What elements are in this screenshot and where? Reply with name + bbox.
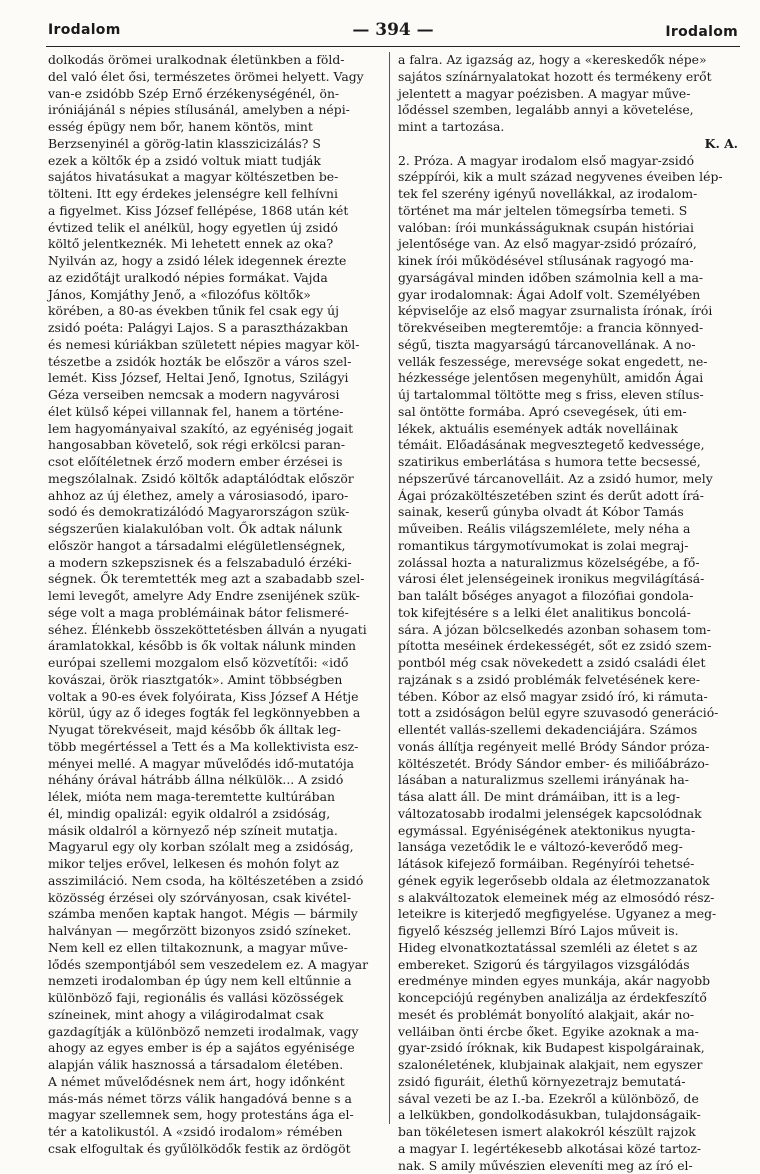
text-line: tok kifejtésére s a lelki élet analitikus boncolá- bbox=[398, 605, 738, 622]
text-line: nemzeti irodalomban ép úgy nem kell eltűnnie a bbox=[48, 973, 382, 990]
text-line: városi élet jelenségeinek ironikus megvilágításá- bbox=[398, 571, 738, 588]
text-line: különböző faji, regionális és vallási közösségek bbox=[48, 990, 382, 1007]
text-line: népszerűvé tárcanovelláit. Az a zsidó humor, mely bbox=[398, 471, 738, 488]
text-line: sára. A józan bölcselkedés azonban sohasem tom- bbox=[398, 622, 738, 639]
text-line: 2. Próza. A magyar irodalom első magyar-zsidó bbox=[398, 153, 738, 170]
text-line: szatirikus emberlátása s humora tette becsessé, bbox=[398, 454, 738, 471]
text-line: történet ma már jeltelen tömegsírba temeti. S bbox=[398, 203, 738, 220]
text-line: tek fel szerény igényű novellákkal, az irodalom- bbox=[398, 186, 738, 203]
text-line: ban talált bőséges anyagot a filozófiai gondola- bbox=[398, 588, 738, 605]
text-line: ezek a költők ép a zsidó voltuk miatt tudják bbox=[48, 153, 382, 170]
text-line: jelentősége van. Az első magyar-zsidó prózaíró, bbox=[398, 236, 738, 253]
text-line: Nem kell ez ellen tiltakoznunk, a magyar műve- bbox=[48, 940, 382, 957]
text-line: ségű, tiszta magyarságú tárcanovellának. A no- bbox=[398, 337, 738, 354]
text-line: iróniájánál s népies stílusánál, amelyben a népi- bbox=[48, 102, 382, 119]
text-line: zsidó figuráit, élethű környezetrajz bemutatá- bbox=[398, 1074, 738, 1091]
text-line: gyarságával minden időben számolnia kell a ma- bbox=[398, 270, 738, 287]
text-line: Berzsenyinél a görög-latin klasszicizálás? S bbox=[48, 136, 382, 153]
text-line: hangosabban követelő, sok régi erkölcsi paran- bbox=[48, 437, 382, 454]
text-line: széppírói, kik a mult század negyvenes éveiben lép- bbox=[398, 169, 738, 186]
text-line: Magyarul egy oly korban szólalt meg a zsidóság, bbox=[48, 839, 382, 856]
text-line: és nemesi kúriákban született népies magyar köl- bbox=[48, 337, 382, 354]
text-line: sége volt a maga problémáinak bátor felismeré- bbox=[48, 605, 382, 622]
text-line: mint a tartozása. bbox=[398, 119, 738, 136]
text-line: eredménye minden egyes munkája, akár nagyobb bbox=[398, 973, 738, 990]
text-line: néhány órával hátrább állna nélkülök... A zsidó bbox=[48, 772, 382, 789]
text-line: ahhoz az új élethez, amely a városiasodó, iparo- bbox=[48, 488, 382, 505]
running-header bbox=[46, 20, 740, 47]
text-line: Géza verseiben nemcsak a modern nagyvárosi bbox=[48, 387, 382, 404]
text-line: lemét. Kiss József, Heltai Jenő, Ignotus, Szilágyi bbox=[48, 370, 382, 387]
text-line: dolkodás örömei uralkodnak életünkben a föld- bbox=[48, 52, 382, 69]
text-line: a modern szkepszisnek és a felszabaduló érzéki- bbox=[48, 555, 382, 572]
text-line: tása alatt áll. De mint drámáiban, itt is a leg- bbox=[398, 789, 738, 806]
text-line: sainak, keserű gúnyba olvadt át Kóbor Tamás bbox=[398, 504, 738, 521]
text-line: zsidó poéta: Palágyi Lajos. S a parasztházakban bbox=[48, 320, 382, 337]
text-line: del való élet ősi, természetes örömei helyett. Vagy bbox=[48, 69, 382, 86]
text-line: a magyar I. legértékesebb alkotásai közé tartoz- bbox=[398, 1141, 738, 1158]
text-line: egymással. Egyéniségének atektonikus nyugta- bbox=[398, 823, 738, 840]
text-line: rajzának s a zsidó problémák felvetésének kere- bbox=[398, 672, 738, 689]
text-line: mesét és problémát bonyolító alakjait, akár no- bbox=[398, 1007, 738, 1024]
text-line: látások kifejező formáiban. Regényírói tehetsé- bbox=[398, 856, 738, 873]
text-line: csak elfogultak és gyűlölködők festik az ördögöt bbox=[48, 1141, 382, 1158]
text-line: vellák feszessége, merevsége sokat engedett, ne- bbox=[398, 354, 738, 371]
text-line: Hideg elvonatkoztatással szemléli az életet s az bbox=[398, 940, 738, 957]
text-line: Ágai prózaköltészetében szint és derűt adott írá- bbox=[398, 488, 738, 505]
text-line: szalonéletének, klubjainak alakjait, nem egyszer bbox=[398, 1057, 738, 1074]
text-line: megszólalnak. Zsidó költők adaptálódtak először bbox=[48, 471, 382, 488]
text-line: új tartalommal töltötte meg s friss, eleven stílus- bbox=[398, 387, 738, 404]
text-line: a figyelmet. Kiss József fellépése, 1868 után két bbox=[48, 203, 382, 220]
text-line: gazdagítják a különböző nemzeti irodalmak, vagy bbox=[48, 1024, 382, 1041]
text-line: mikor teljes erővel, lelkesen és mohón folyt az bbox=[48, 856, 382, 873]
text-line: kovászai, örök riasztgatók». Amint többségben bbox=[48, 672, 382, 689]
text-line: tölteni. Itt egy érdekes jelenségre kell felhívni bbox=[48, 186, 382, 203]
text-line: séhez. Élénkebb összeköttetésben állván a nyugati bbox=[48, 622, 382, 639]
text-line: több megértéssel a Tett és a Ma kollektivista esz- bbox=[48, 739, 382, 756]
text-line: képviselője az első magyar zsurnalista írónak, írói bbox=[398, 303, 738, 320]
text-line: lásában a naturalizmus szellemi irányának ha- bbox=[398, 772, 738, 789]
text-line: Nyilván az, hogy a zsidó lélek idegennek érezte bbox=[48, 253, 382, 270]
text-line: költő jelentkeznék. Mi lehetett ennek az oka? bbox=[48, 236, 382, 253]
text-line: ellentét vallás-szellemi dekadenciájára. Számos bbox=[398, 722, 738, 739]
text-line: körül, úgy az ő ideges fogták fel legkönnyebben a bbox=[48, 705, 382, 722]
text-line: törekvéseiben megteremtője: a francia könnyed- bbox=[398, 320, 738, 337]
text-line: csot előítéletnek érző modern ember érzései is bbox=[48, 454, 382, 471]
text-line: lődéssel szemben, legalább annyi a követelése, bbox=[398, 102, 738, 119]
text-line: sodó és demokratizálódó Magyarországon szük- bbox=[48, 504, 382, 521]
text-line: zolással hozta a naturalizmus közelségébe, a fő- bbox=[398, 555, 738, 572]
text-line: A német művelődésnek nem árt, hogy időnként bbox=[48, 1074, 382, 1091]
text-line: nak. S amily művészien eleveníti meg az író el- bbox=[398, 1158, 738, 1174]
text-line: gyar-zsidó íróknak, kik Budapest kispolgárainak, bbox=[398, 1040, 738, 1057]
text-line: magyar szellemnek sem, hogy protestáns ága el- bbox=[48, 1107, 382, 1124]
text-line: tér a katolikustól. A «zsidó irodalom» rémében bbox=[48, 1124, 382, 1141]
text-line: lődés szempontjából sem veszedelem ez. A magyar bbox=[48, 957, 382, 974]
text-line: lem hagyományaival szakító, az egyéniség jogait bbox=[48, 421, 382, 438]
text-line: gének egyik legerősebb oldala az életmozzanatok bbox=[398, 873, 738, 890]
text-line: körében, a 80-as években tűnik fel csak egy új bbox=[48, 303, 382, 320]
header-section-title-right: Irodalom bbox=[665, 24, 738, 40]
text-line: embereket. Szigorú és tárgyilagos vizsgálódás bbox=[398, 957, 738, 974]
text-line: tott a zsidóságon belül egyre szuvasodó generáció- bbox=[398, 705, 738, 722]
text-line: a falra. Az igazság az, hogy a «kereskedők népe» bbox=[398, 52, 738, 69]
text-line: tészetbe a zsidók hozták be először a város szel- bbox=[48, 354, 382, 371]
text-line: János, Komjáthy Jenő, a «filozófus költők» bbox=[48, 287, 382, 304]
text-line: változatosabb irodalmi jelenségek kapcsolódnak bbox=[398, 806, 738, 823]
text-line: lélek, mióta nem maga-teremtette kultúrában bbox=[48, 789, 382, 806]
text-line: valóban: írói munkásságuknak csupán históriai bbox=[398, 220, 738, 237]
text-line: számba menően kaptak hangot. Mégis — bármily bbox=[48, 906, 382, 923]
text-line: az ezidőtájt uralkodó népies formákat. Vajda bbox=[48, 270, 382, 287]
column-divider bbox=[389, 52, 390, 1124]
text-line: pontból még csak növekedett a zsidó családi élet bbox=[398, 655, 738, 672]
text-line: romantikus tárgymotívumokat is zolai megraj- bbox=[398, 538, 738, 555]
text-line: s alakváltozatok elemeinek még az elmosódó rész- bbox=[398, 890, 738, 907]
text-line: hézkessége jelentősen megenyhült, amidőn Ágai bbox=[398, 370, 738, 387]
text-line: lansága vezetődik le e változó-keverődő meg- bbox=[398, 839, 738, 856]
left-text-column bbox=[48, 52, 382, 1124]
text-line: lékek, aktuális események adták novelláinak bbox=[398, 421, 738, 438]
text-line: a lelkükben, gondolkodásukban, tulajdonságaik- bbox=[398, 1107, 738, 1124]
text-line: áramlatokkal, később is ők voltak nálunk minden bbox=[48, 638, 382, 655]
text-line: van-e zsidóbb Szép Ernő érzékenységénél, ön- bbox=[48, 86, 382, 103]
text-line: sával vezeti be az I.-ba. Ezekről a különböző, de bbox=[398, 1091, 738, 1108]
text-line: ményei mellé. A magyar művelődés idő-mutatója bbox=[48, 756, 382, 773]
text-line: ségnek. Ők teremtették meg azt a szabadabb szel- bbox=[48, 571, 382, 588]
text-line: sajátos színárnyalatokat hozott és termékeny erőt bbox=[398, 69, 738, 86]
text-line: ségszerűen kialakulóban volt. Ők adtak nálunk bbox=[48, 521, 382, 538]
text-line: asszimiláció. Nem csoda, ha költészetében a zsidó bbox=[48, 873, 382, 890]
page-number: — 394 — bbox=[46, 20, 740, 40]
text-line: sal öntötte formába. Apró csevegések, úti em- bbox=[398, 404, 738, 421]
text-line: sajátos hivatásukat a magyar költészetben be- bbox=[48, 169, 382, 186]
text-line: más-más német törzs válik hangadóvá benne s a bbox=[48, 1091, 382, 1108]
text-line: európai szellemi mozgalom első közvetítői: «idő bbox=[48, 655, 382, 672]
text-line: színeinek, mint ahogy a világirodalmat csak bbox=[48, 1007, 382, 1024]
text-line: műveiben. Reális világszemlélete, mely néha a bbox=[398, 521, 738, 538]
text-line: ban tökéletesen ismert alakokról készült rajzok bbox=[398, 1124, 738, 1141]
text-line: témáit. Előadásának megvesztegető kedvessége, bbox=[398, 437, 738, 454]
text-line: gyar irodalomnak: Ágai Adolf volt. Személyében bbox=[398, 287, 738, 304]
text-line: figyelő készség jellemzi Bíró Lajos műveit is. bbox=[398, 923, 738, 940]
text-line: él, mindig opalizál: egyik oldalról a zsidóság, bbox=[48, 806, 382, 823]
author-signature: K. A. bbox=[398, 136, 738, 153]
right-text-column bbox=[398, 52, 738, 1124]
text-line: kinek írói működésével stílusának ragyogó ma- bbox=[398, 253, 738, 270]
text-line: esség épügy nem bőr, hanem köntös, mint bbox=[48, 119, 382, 136]
header-section-title-left: Irodalom bbox=[48, 22, 121, 38]
text-line: közösség érzései oly szórványosan, csak kivétel- bbox=[48, 890, 382, 907]
text-line: évtized telik el anélkül, hogy egyetlen új zsidó bbox=[48, 220, 382, 237]
text-line: másik oldalról a környező nép színeit mutatja. bbox=[48, 823, 382, 840]
text-line: voltak a 90-es évek folyóirata, Kiss József A Hétje bbox=[48, 689, 382, 706]
text-line: velláiban önti ércbe őket. Egyike azoknak a ma- bbox=[398, 1024, 738, 1041]
text-line: leteikre is kiterjedő megfigyelése. Ugyanez a meg- bbox=[398, 906, 738, 923]
text-line: ahogy az egyes ember is ép a sajátos egyénisége bbox=[48, 1040, 382, 1057]
text-line: élet külső képei villannak fel, hanem a történe- bbox=[48, 404, 382, 421]
text-line: pította meséinek érdekességét, sőt ez zsidó szem- bbox=[398, 638, 738, 655]
text-line: először hangot a társadalmi elégületlenségnek, bbox=[48, 538, 382, 555]
text-line: halványan — megőrzött bizonyos zsidó színeket. bbox=[48, 923, 382, 940]
text-line: koncepciójú regényben analizálja az érdekfeszítő bbox=[398, 990, 738, 1007]
text-line: tében. Kóbor az első magyar zsidó író, ki rámuta- bbox=[398, 689, 738, 706]
text-line: Nyugat törekvéseit, majd később ők álltak leg- bbox=[48, 722, 382, 739]
text-line: jelentett a magyar poézisben. A magyar műve- bbox=[398, 86, 738, 103]
text-line: költészetét. Bródy Sándor ember- és miliőábrázo- bbox=[398, 756, 738, 773]
text-line: alapján válik hasznossá a társadalom életében. bbox=[48, 1057, 382, 1074]
text-line: lemi levegőt, amelyre Ady Endre zsenijének szük- bbox=[48, 588, 382, 605]
text-line: vonás állítja regényeit mellé Bródy Sándor próza- bbox=[398, 739, 738, 756]
